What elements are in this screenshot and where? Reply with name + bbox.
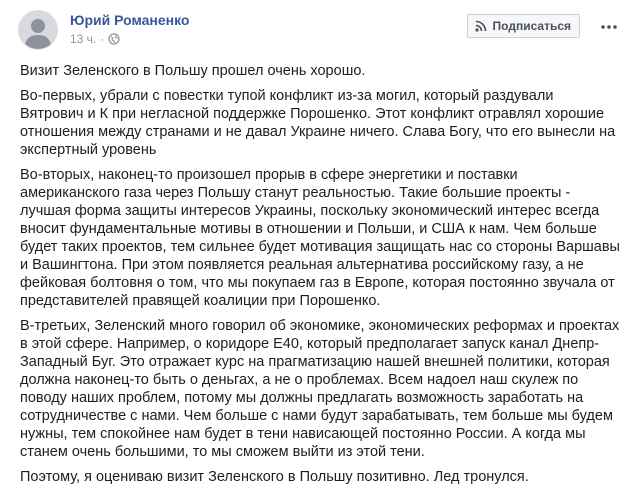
post-paragraph: Поэтому, я оцениваю визит Зеленского в Польшу позитивно. Лед тронулся. — [20, 469, 529, 485]
post-time[interactable]: 13 ч. — [70, 32, 97, 46]
post-paragraph: Во-первых, убрали с повестки тупой конфликт из-за могил, который раздували Вятрович и К при негласной поддержке Порошенко. Этот конфликт отравлял хорошие отношения между странами и не давал Украине ничего. Слава Богу, что его вынесли на экспертный уровень — [20, 88, 616, 158]
globe-icon — [108, 33, 120, 45]
meta-separator: · — [100, 32, 105, 46]
avatar[interactable] — [18, 10, 58, 50]
post-body — [20, 62, 620, 493]
post-paragraph: Визит Зеленского в Польшу прошел очень хорошо. — [20, 63, 366, 79]
post-paragraph: Во-вторых, наконец-то произошел прорыв в сфере энергетики и поставки американского газа через Польшу станут реальностью. Такие большие проекты - лучшая форма защиты интересов Украины, поскольку экономический интерес всегда вносит фундаментальные мотивы в отношении и Польши, и США к нам. Чем больше будет таких проектов, тем сильнее будет мотивация защищать нас со стороны Варшавы и Вашингтона. При этом появляется реальная альтернатива российскому газу, а не фейковая болтовня о том, что мы покупаем газ в Европе, которая постоянно звучала от представителей правящей коалиции при Порошенко. — [20, 167, 620, 309]
post-paragraph: В-третьих, Зеленский много говорил об экономике, экономических реформах и проектах в этой сфере. Например, о коридоре Е40, который предполагает запуск канал Днепр-Западный Буг. Это отражает курс на прагматизацию нашей внешней политики, которая должна наконец-то быть о деньгах, а не о проблемах. Всем надоел наш скулеж по поводу наших проблем, потому мы должны предлагать возможность заработать на сотрудничестве с нами. Чем больше с нами будут зарабатывать, тем больше мы будем нужны, тем спокойнее нам будет в тени нависающей постоянно России. А когда мы станем очень большими, то мы сможем выйти из этой тени. — [20, 318, 620, 460]
post-meta — [70, 32, 120, 46]
rss-icon — [474, 19, 488, 33]
post-header — [16, 8, 624, 52]
subscribe-button[interactable] — [467, 14, 580, 38]
subscribe-label: Подписаться — [492, 19, 571, 33]
author-name[interactable]: Юрий Романенко — [70, 12, 190, 28]
more-options-icon[interactable] — [600, 20, 618, 32]
